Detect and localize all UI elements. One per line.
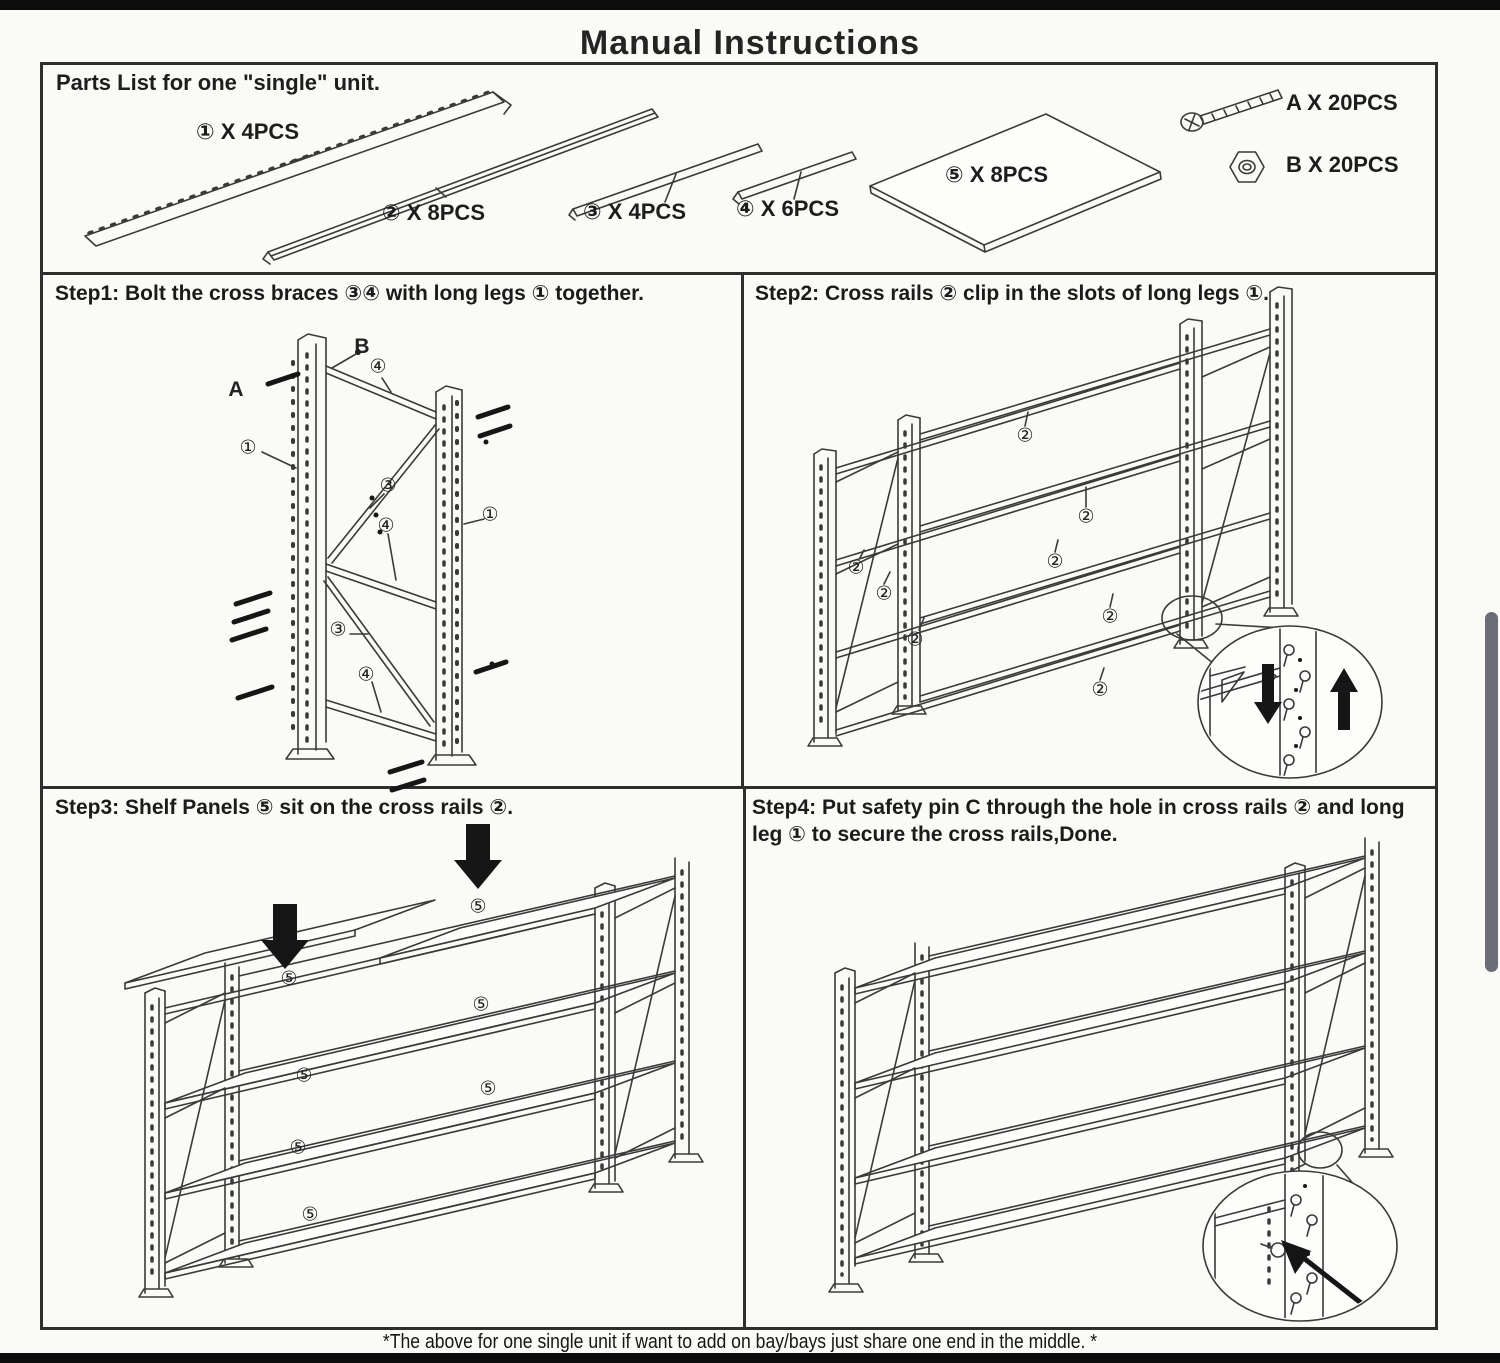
part-a-label: A X 20PCS [1286, 90, 1398, 115]
step2-detail-bubble [1162, 596, 1382, 778]
step2-drawing [740, 272, 1440, 788]
footnote: *The above for one single unit if want to add on bay/bays just share one end in the middle. * [382, 1331, 1098, 1353]
step1-callout-4b: ④ [377, 515, 395, 537]
step1-right-post [428, 386, 476, 765]
step3-drawing [40, 788, 742, 1330]
step3-shelves [165, 973, 675, 1279]
step3-callout-5c: ⑤ [472, 994, 490, 1016]
step4-title: Step4: Put safety pin C through the hole in cross rails ② and long leg ① to secure the cross rails,Done. [752, 796, 1405, 846]
step3-callout-5g: ⑤ [301, 1204, 319, 1226]
parts-drawings [40, 62, 1440, 272]
insert-down-arrow-right-icon [454, 824, 502, 889]
step1-callout-1b: ① [481, 504, 499, 526]
step3-callout-5b: ⑤ [280, 968, 298, 990]
nut-drawing [1230, 152, 1264, 182]
step1-callout-4a: ④ [369, 356, 387, 378]
step2-callout-2b: ② [1077, 506, 1095, 528]
step1-callout-1a: ① [239, 437, 257, 459]
step3-title: Step3: Shelf Panels ⑤ sit on the cross rails ②. [55, 796, 514, 819]
step3-callout-5a: ⑤ [469, 896, 487, 918]
step2-title: Step2: Cross rails ② clip in the slots of long legs ①. [755, 282, 1269, 305]
step2-back-rails [920, 329, 1270, 702]
step1-title: Step1: Bolt the cross braces ③④ with long legs ① together. [55, 282, 644, 305]
step1-left-post [286, 334, 334, 759]
part-b-label: B X 20PCS [1286, 152, 1399, 177]
step1-braces [324, 366, 439, 741]
step1-callout-3b: ③ [329, 619, 347, 641]
part-2-label: ② X 8PCS [382, 200, 485, 225]
step4-drawing [745, 788, 1440, 1330]
part-5-label: ⑤ X 8PCS [945, 162, 1048, 187]
callout-a: A [228, 378, 244, 401]
step2-callout-2e: ② [1046, 551, 1064, 573]
cross-rail-drawing [263, 109, 658, 264]
part-3-label: ③ X 4PCS [583, 199, 686, 224]
step1-leader-lines [262, 354, 484, 712]
step3-callout-5e: ⑤ [479, 1078, 497, 1100]
bottom-black-bar [0, 1353, 1500, 1363]
step2-callout-2f: ② [1101, 606, 1119, 628]
callout-b: B [354, 335, 370, 358]
step1-bolts [232, 349, 510, 790]
step2-callout-2c: ② [847, 557, 865, 579]
step2-callout-2h: ② [1091, 679, 1109, 701]
step1-callout-4c: ④ [357, 664, 375, 686]
part-1-label: ① X 4PCS [196, 119, 299, 144]
parts-list-heading: Parts List for one "single" unit. [56, 70, 381, 95]
step2-callout-2a: ② [1016, 425, 1034, 447]
step2-callout-2d: ② [875, 583, 893, 605]
step1-callout-3a: ③ [379, 475, 397, 497]
bolt-drawing [1181, 90, 1282, 131]
step3-callout-5f: ⑤ [289, 1137, 307, 1159]
scrollbar-thumb[interactable] [1485, 612, 1498, 972]
step3-callout-5d: ⑤ [295, 1065, 313, 1087]
page-title: Manual Instructions [579, 24, 921, 62]
top-black-bar [0, 0, 1500, 10]
step2-callout-2g: ② [906, 629, 924, 651]
part-4-label: ④ X 6PCS [736, 196, 839, 221]
